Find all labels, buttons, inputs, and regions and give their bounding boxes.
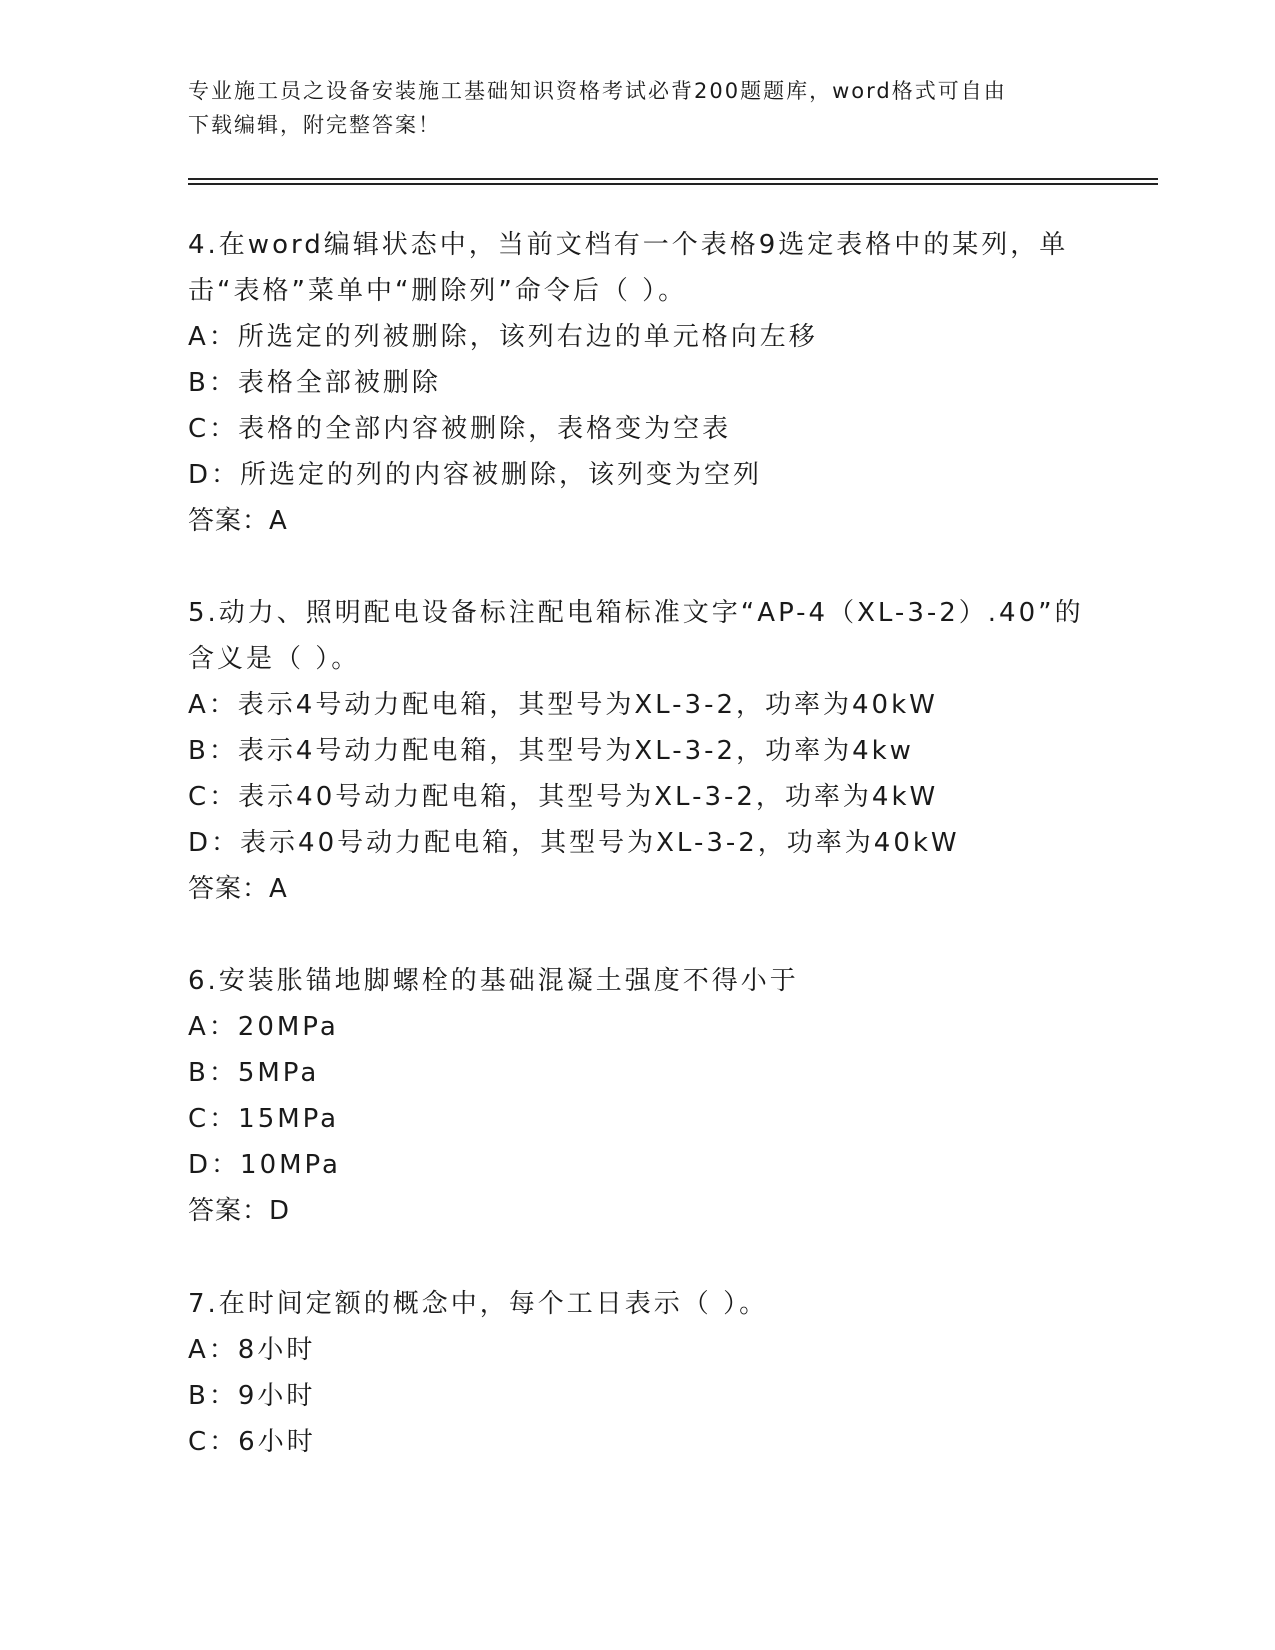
question-stem-line: 7.在时间定额的概念中，每个工日表示（ ）。 [188, 1289, 769, 1319]
question-stem-line: 5.动力、照明配电设备标注配电箱标准文字“AP-4（XL-3-2）.40”的 [188, 598, 1084, 628]
answer-value: A [269, 506, 288, 536]
question-4 [188, 222, 1088, 544]
header-line-1: 专业施工员之设备安装施工基础知识资格考试必背200题题库，word格式可自由 [188, 79, 1007, 103]
answer-label: 答案： [188, 506, 270, 536]
option-c: C：表格的全部内容被删除，表格变为空表 [188, 414, 732, 444]
question-stem-line: 4.在word编辑状态中，当前文档有一个表格9选定表格中的某列，单 [188, 230, 1069, 260]
option-c: C：表示40号动力配电箱，其型号为XL-3-2，功率为4kW [188, 782, 939, 812]
option-b: B：9小时 [188, 1381, 316, 1411]
question-stem-line: 击“表格”菜单中“删除列”命令后（ ）。 [188, 276, 688, 306]
header-line-2: 下载编辑，附完整答案！ [188, 113, 441, 137]
option-a: A：8小时 [188, 1335, 316, 1365]
option-c: C：15MPa [188, 1104, 340, 1134]
option-d: D：表示40号动力配电箱，其型号为XL-3-2，功率为40kW [188, 828, 960, 858]
answer-line [188, 1188, 1088, 1234]
option-b: B：表示4号动力配电箱，其型号为XL-3-2，功率为4kw [188, 736, 914, 766]
answer-value: D [269, 1196, 291, 1226]
option-a: A：所选定的列被删除，该列右边的单元格向左移 [188, 322, 818, 352]
option-d: D：10MPa [188, 1150, 341, 1180]
answer-label: 答案： [188, 1196, 270, 1226]
header-divider-bottom [188, 183, 1158, 185]
question-stem-line: 6.安装胀锚地脚螺栓的基础混凝土强度不得小于 [188, 966, 799, 996]
option-b: B：5MPa [188, 1058, 320, 1088]
answer-line [188, 498, 1088, 544]
question-7 [188, 1281, 1088, 1465]
option-a: A：表示4号动力配电箱，其型号为XL-3-2，功率为40kW [188, 690, 938, 720]
option-a: A：20MPa [188, 1012, 339, 1042]
header-divider-top [188, 178, 1158, 180]
option-c: C：6小时 [188, 1427, 316, 1457]
option-d: D：所选定的列的内容被删除，该列变为空列 [188, 460, 763, 490]
question-stem-line: 含义是（ ）。 [188, 644, 361, 674]
answer-value: A [269, 874, 288, 904]
answer-label: 答案： [188, 874, 270, 904]
document-header [188, 74, 1088, 142]
answer-line [188, 866, 1088, 912]
option-b: B：表格全部被删除 [188, 368, 441, 398]
question-5 [188, 590, 1088, 912]
question-6 [188, 958, 1088, 1234]
